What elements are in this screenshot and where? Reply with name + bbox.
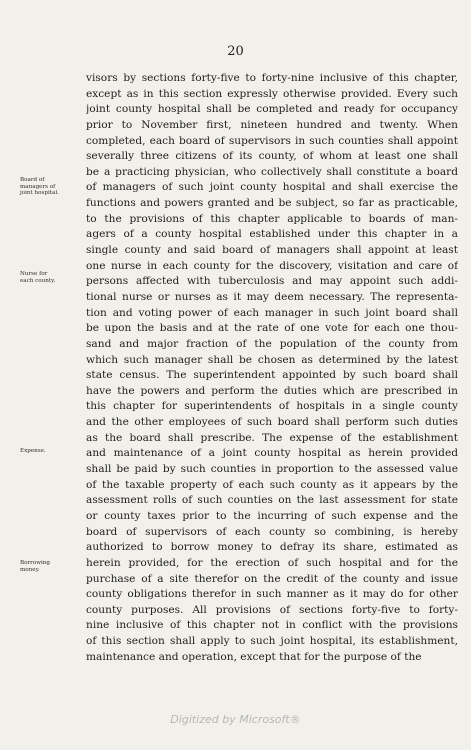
text-line: and maintenance of a joint county hospital as herein provided xyxy=(86,447,458,460)
text-line: as the board shall prescribe. The expense of the establishment xyxy=(86,431,458,444)
margin-note-borrowing-money: Borrowing money. xyxy=(20,560,50,573)
text-line: authorized to borrow money to defray its share, estimated as xyxy=(86,541,458,554)
watermark: Digitized by Microsoft® xyxy=(170,713,301,726)
margin-note-expense: Expense. xyxy=(20,448,46,454)
text-line: maintenance and operation, except that for the purpose of the xyxy=(86,650,422,663)
margin-note-nurse: Nurse for each county. xyxy=(20,271,56,284)
margin-note-board-of-managers: Board of managers of joint hospital. xyxy=(20,177,59,197)
text-line: single county and said board of managers shall appoint at least xyxy=(86,244,458,257)
text-line: visors by sections forty-five to forty-nine inclusive of this chapter, xyxy=(86,72,458,84)
text-line: of the taxable property of each such county as it appears by the xyxy=(86,478,458,491)
text-line: agers of a county hospital established under this chapter in a xyxy=(86,228,458,241)
text-line: this chapter for superintendents of hospitals in a single county xyxy=(86,400,458,413)
text-line: and the other employees of such board shall perform such duties xyxy=(86,416,458,429)
text-line: prior to November first, nineteen hundred and twenty. When xyxy=(86,118,458,131)
text-line: purchase of a site therefor on the credit of the county and issue xyxy=(86,572,458,585)
text-line: have the powers and perform the duties which are prescribed in xyxy=(86,384,458,397)
text-line: functions and powers granted and be subject, so far as practicable, xyxy=(86,197,458,210)
text-line: of this section shall apply to such joint hospital, its establishment, xyxy=(86,635,458,648)
text-line: sand and major fraction of the population of the county from xyxy=(86,337,458,350)
text-line: county obligations therefor in such manner as it may do for other xyxy=(86,588,458,601)
text-line: be upon the basis and at the rate of one vote for each one thou- xyxy=(86,322,458,335)
text-line: to the provisions of this chapter applicable to boards of man- xyxy=(86,212,458,225)
text-line: one nurse in each county for the discovery, visitation and care of xyxy=(86,259,458,272)
text-line: state census. The superintendent appointed by such board shall xyxy=(86,369,458,382)
text-line: joint county hospital shall be completed and ready for occupancy xyxy=(86,103,458,116)
text-line: except as in this section expressly otherwise provided. Every such xyxy=(86,87,458,100)
text-line: assessment rolls of such counties on the last assessment for state xyxy=(86,494,458,507)
text-line: tion and voting power of each manager in such joint board shall xyxy=(86,306,458,319)
text-line: severally three citizens of its county, of whom at least one shall xyxy=(86,150,458,163)
text-line: herein provided, for the erection of such hospital and for the xyxy=(86,556,458,569)
text-line: persons affected with tuberculosis and may appoint such addi- xyxy=(86,275,458,288)
text-line: which such manager shall be chosen as determined by the latest xyxy=(86,353,458,366)
text-line: nine inclusive of this chapter not in conflict with the provisions xyxy=(86,619,458,632)
page-number: 20 xyxy=(227,44,244,59)
text-line: of managers of such joint county hospital and shall exercise the xyxy=(86,181,458,194)
text-line: shall be paid by such counties in proportion to the assessed value xyxy=(86,463,458,476)
text-line: county purposes. All provisions of sections forty-five to forty- xyxy=(86,603,458,616)
text-line: be a practicing physician, who collectively shall constitute a board xyxy=(86,165,458,178)
text-line: or county taxes prior to the incurring of such expense and the xyxy=(86,509,458,522)
text-line: completed, each board of supervisors in such counties shall appoint xyxy=(86,134,458,147)
body-text xyxy=(86,71,458,665)
text-line: tional nurse or nurses as it may deem necessary. The representa- xyxy=(86,290,458,303)
text-line: board of supervisors of each county so combining, is hereby xyxy=(86,525,458,538)
